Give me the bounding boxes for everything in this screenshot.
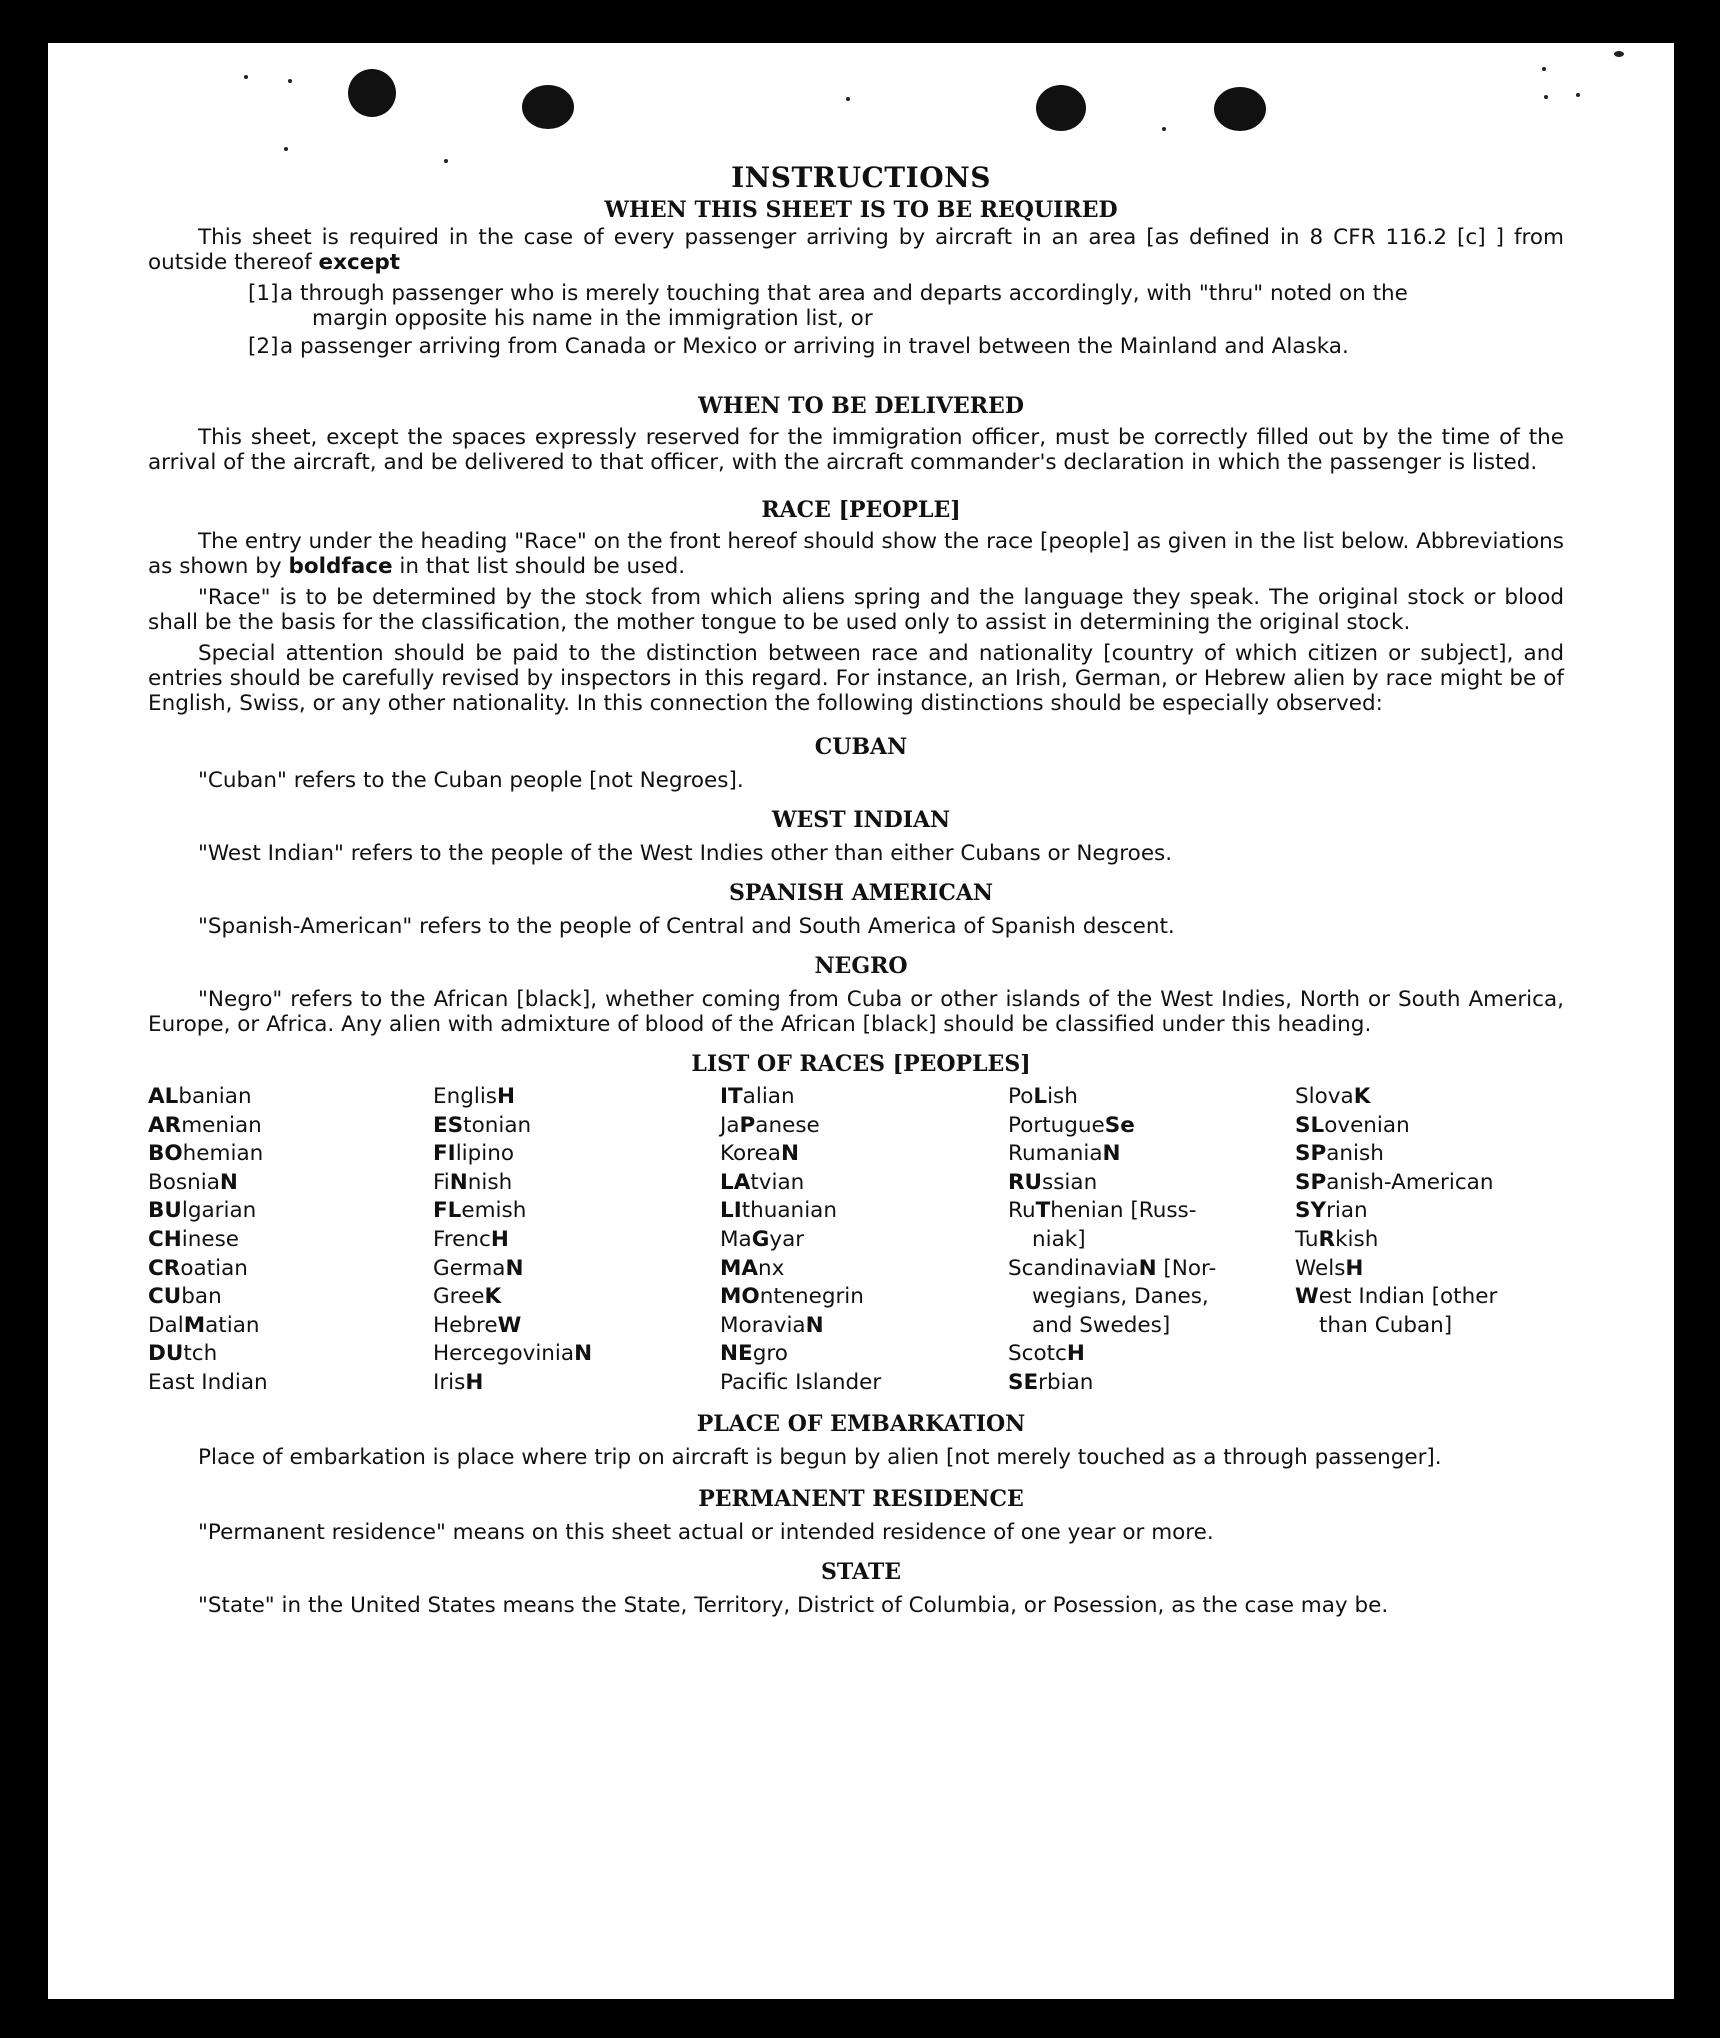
race-entry: SPanish xyxy=(1295,1141,1384,1167)
speck xyxy=(288,79,292,83)
punch-hole xyxy=(348,69,396,117)
race-entry: GermaN xyxy=(433,1255,524,1281)
race-entry: SErbian xyxy=(1008,1369,1094,1395)
paragraph-state: "State" in the United States means the State, Territory, District of Columbia, or Posession, as the case may be. xyxy=(198,1593,1389,1618)
race-entry: SYrian xyxy=(1295,1198,1368,1224)
race-entry: wegians, Danes, xyxy=(1032,1284,1209,1310)
race-entry: niak] xyxy=(1032,1226,1086,1252)
heading-west-indian: WEST INDIAN xyxy=(771,807,951,833)
race-entry: SlovaK xyxy=(1295,1084,1371,1109)
speck xyxy=(284,147,288,151)
speck xyxy=(1544,95,1548,99)
race-entry: Pacific Islander xyxy=(720,1369,882,1395)
races-column xyxy=(1295,1083,1497,1340)
paragraph-spanish-american: "Spanish-American" refers to the people of Central and South America of Spanish descent. xyxy=(198,914,1175,939)
race-entry: BOhemian xyxy=(148,1141,264,1167)
heading-state: STATE xyxy=(820,1559,902,1585)
speck xyxy=(1162,127,1166,131)
paragraph-race-2: "Race" is to be determined by the stock from which aliens spring and the language they speak. The original stock or blood shall be the basis for the classification, the mother tongue to be used only to assist in determining the original stock. xyxy=(148,585,1564,635)
race-entry: TuRkish xyxy=(1295,1226,1379,1252)
race-entry: FLemish xyxy=(433,1198,527,1224)
race-entry: FiNnish xyxy=(433,1169,513,1195)
race-entry: CRoatian xyxy=(148,1255,248,1281)
race-entry: EnglisH xyxy=(433,1084,516,1109)
heading-delivered: WHEN TO BE DELIVERED xyxy=(698,393,1024,419)
list-item: [2] a passenger arriving from Canada or Mexico or arriving in travel between the Mainland and Alaska. xyxy=(248,334,1349,359)
heading-permanent-residence: PERMANENT RESIDENCE xyxy=(698,1486,1024,1512)
race-entry: GreeK xyxy=(433,1284,502,1310)
instructions-content xyxy=(48,161,1674,1618)
speck xyxy=(1614,51,1624,57)
paragraph-cuban: "Cuban" refers to the Cuban people [not Negroes]. xyxy=(198,768,744,793)
race-entry: ARmenian xyxy=(148,1112,262,1138)
heading-spanish-american: SPANISH AMERICAN xyxy=(728,880,994,906)
list-item: [1] a through passenger who is merely touching that area and departs accordingly, with "thru" noted on the margin opposite his name in the immigration list, or xyxy=(248,281,1408,331)
race-entry: than Cuban] xyxy=(1319,1312,1453,1338)
race-entry: WelsH xyxy=(1295,1255,1364,1281)
race-entry: RumaniaN xyxy=(1008,1141,1121,1167)
races-column xyxy=(1008,1083,1216,1398)
race-entry: EStonian xyxy=(433,1112,532,1138)
race-entry: BosniaN xyxy=(148,1169,238,1195)
race-entry: West Indian [other xyxy=(1295,1284,1498,1310)
paragraph-race-3: Special attention should be paid to the distinction between race and nationality [country of which citizen or subject], and entries should be carefully revised by inspectors in this regard. For instance, an Irish, German, or Hebrew alien by race might be of English, Swiss, or any other nationality. In this connection the following distinctions should be especially observed: xyxy=(148,641,1564,716)
race-entry: ALbanian xyxy=(148,1084,252,1109)
race-entry: PortugueSe xyxy=(1008,1112,1135,1138)
punch-hole xyxy=(1036,85,1086,131)
race-entry: DalMatian xyxy=(148,1312,260,1338)
races-column xyxy=(433,1083,592,1398)
race-entry: PoLish xyxy=(1008,1084,1078,1109)
races-column xyxy=(148,1083,268,1398)
races-column xyxy=(720,1083,881,1398)
heading-cuban: CUBAN xyxy=(814,734,908,760)
race-entry: JaPanese xyxy=(720,1112,820,1138)
race-entry: MAnx xyxy=(720,1255,785,1281)
paragraph-permanent-residence: "Permanent residence" means on this sheet actual or intended residence of one year or more. xyxy=(198,1520,1214,1545)
punch-hole xyxy=(1214,87,1266,131)
race-entry: East Indian xyxy=(148,1369,268,1395)
race-entry: IrisH xyxy=(433,1369,484,1395)
paragraph-embarkation: Place of embarkation is place where trip on aircraft is begun by alien [not merely touched as a through passenger]. xyxy=(198,1445,1442,1470)
race-entry: LAtvian xyxy=(720,1169,805,1195)
race-entry: BUlgarian xyxy=(148,1198,257,1224)
race-entry: MaGyar xyxy=(720,1226,805,1252)
race-entry: RuThenian [Russ- xyxy=(1008,1198,1197,1224)
punch-hole xyxy=(522,85,574,129)
race-entry: FrencH xyxy=(433,1226,509,1252)
heading-required: WHEN THIS SHEET IS TO BE REQUIRED xyxy=(604,197,1118,223)
heading-negro: NEGRO xyxy=(814,953,908,979)
race-entry: NEgro xyxy=(720,1341,788,1367)
speck xyxy=(244,75,248,79)
race-entry: KoreaN xyxy=(720,1141,799,1167)
race-entry: DUtch xyxy=(148,1341,218,1367)
paragraph-race-1: The entry under the heading "Race" on the front hereof should show the race [people] as given in the list below. Abbreviations as shown by boldface in that list should be used. xyxy=(148,529,1564,579)
speck xyxy=(1542,67,1546,71)
race-entry: MOntenegrin xyxy=(720,1284,864,1310)
paragraph-delivered: This sheet, except the spaces expressly reserved for the immigration officer, must be correctly filled out by the time of the arrival of the aircraft, and be delivered to that officer, with the aircraft commander's declaration in which the passenger is listed. xyxy=(148,425,1564,475)
paragraph-required: This sheet is required in the case of every passenger arriving by aircraft in an area [as defined in 8 CFR 116.2 [c] ] from outside thereof except xyxy=(148,225,1564,275)
document-page xyxy=(48,43,1674,1999)
heading-list-of-races: LIST OF RACES [PEOPLES] xyxy=(691,1051,1031,1077)
speck xyxy=(846,97,850,101)
race-entry: CUban xyxy=(148,1284,222,1310)
race-entry: CHinese xyxy=(148,1226,240,1252)
race-entry: SPanish-American xyxy=(1295,1169,1494,1195)
race-entry: MoraviaN xyxy=(720,1312,824,1338)
race-entry: and Swedes] xyxy=(1032,1312,1171,1338)
heading-embarkation: PLACE OF EMBARKATION xyxy=(696,1411,1026,1437)
page-title: INSTRUCTIONS xyxy=(731,161,991,194)
race-entry: ITalian xyxy=(720,1084,795,1109)
paragraph-negro: "Negro" refers to the African [black], whether coming from Cuba or other islands of the West Indies, North or South America, Europe, or Africa. Any alien with admixture of blood of the African [black] should be classified under this heading. xyxy=(148,987,1564,1037)
race-entry: HercegoviniaN xyxy=(433,1341,593,1367)
race-entry: FIlipino xyxy=(433,1141,515,1167)
race-entry: HebreW xyxy=(433,1312,522,1338)
race-entry: ScandinaviaN [Nor- xyxy=(1008,1255,1217,1281)
heading-race: RACE [PEOPLE] xyxy=(761,497,961,523)
race-entry: ScotcH xyxy=(1008,1341,1085,1367)
race-entry: RUssian xyxy=(1008,1169,1098,1195)
speck xyxy=(1576,93,1580,97)
paragraph-west-indian: "West Indian" refers to the people of the West Indies other than either Cubans or Negroes. xyxy=(198,841,1173,866)
race-entry: SLovenian xyxy=(1295,1112,1410,1138)
race-entry: LIthuanian xyxy=(720,1198,837,1224)
races-list xyxy=(48,1083,1674,1395)
